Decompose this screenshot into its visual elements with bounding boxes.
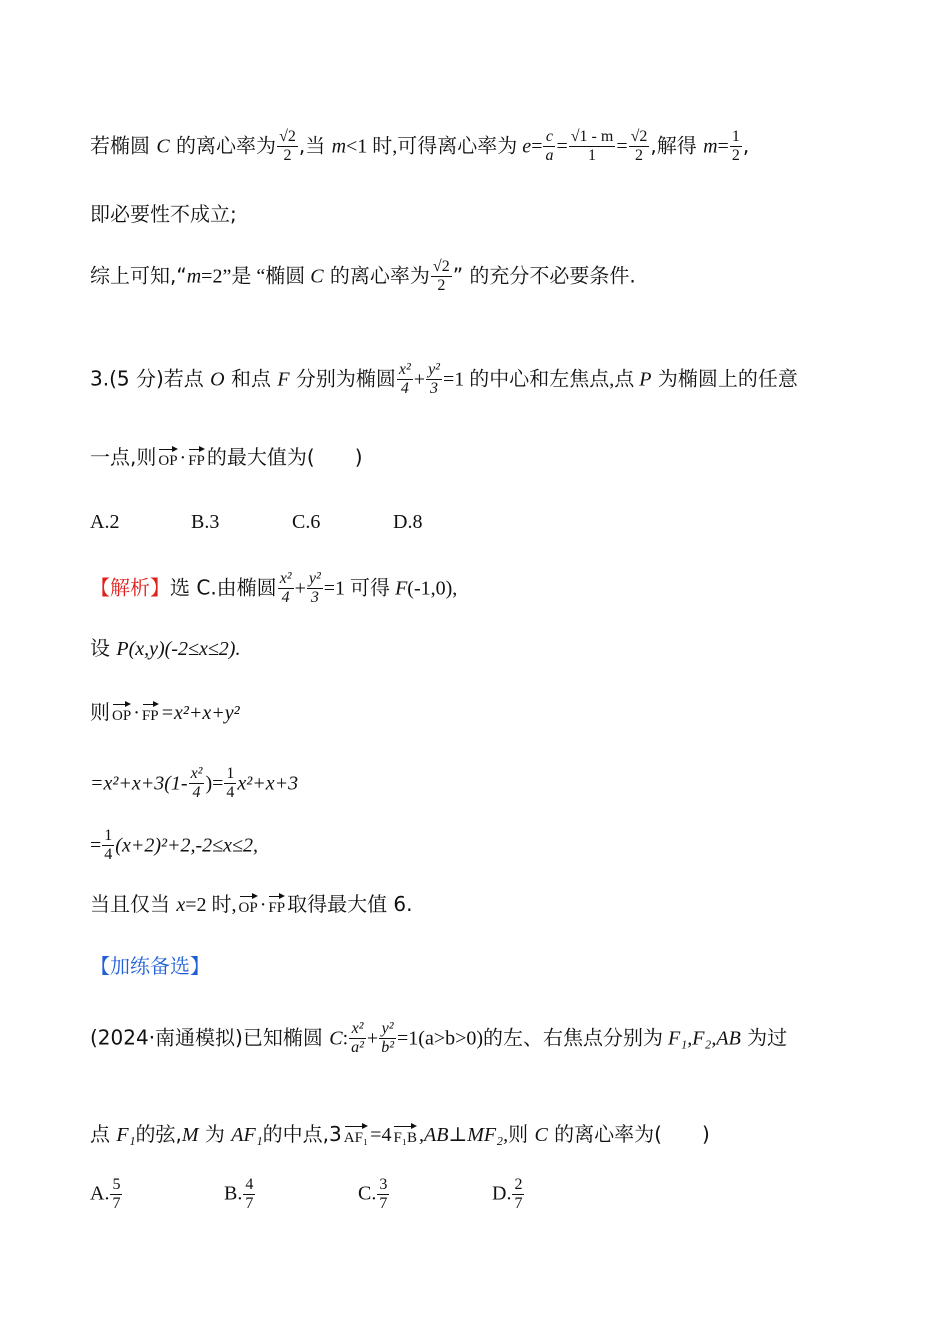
extra-practice-tag: 【加练备选】 (90, 954, 210, 978)
question-3-options (90, 511, 422, 532)
option-b: B.3 (191, 511, 220, 533)
solution-line-1: 【解析】选 C.由椭圆 $\frac{\text{x²}}{4}$ + $\frac{\text{y²}}{3}$ =1 可得 F(-1,0), (90, 570, 458, 607)
fraction-c-over-a: $\frac{c}{a}$ (545, 128, 554, 165)
vector-op-b: OP (112, 701, 131, 724)
fraction-sqrt2-over-2-b: $\frac{√2}{2}$ (630, 128, 648, 165)
option-c: C.6 (292, 511, 321, 533)
vector-op: OP (158, 446, 177, 469)
extra-option-b: B. $\frac{4}{7}$ (224, 1176, 254, 1213)
vector-op-c: OP (239, 893, 258, 916)
para-conclusion: 综上可知,“m=2”是 “椭圆 C 的离心率为 $\frac{√2}{2}$ ” 的充分不必要条件. (90, 258, 636, 295)
fraction-x2-over-4: $\frac{\text{x²}}{4}$ (398, 361, 411, 398)
fraction-y2-over-b2: $\frac{\text{y²}}{\text{b²}}$ (381, 1020, 394, 1057)
para-eccentricity-case: 若椭圆 C 的离心率为 $\frac{√2}{2}$ ,当 m<1 时,可得离心率为 e= $\frac{c}{a}$ = $\frac{√1 - m}{1}$ = $\frac{√2}{2}$ ,解得 m= $\frac{1}{2}$ , (90, 128, 750, 165)
extra-line-1: (2024·南通模拟)已知椭圆 C: $\frac{\text{x²}}{\text{a²}}$ + $\frac{\text{y²}}{\text{b²}}$ =1(a>b>0)的左、右焦点分别为 F₁,F₂,AB 为过 (90, 1020, 788, 1057)
fraction-x2-over-a2: $\frac{\text{x²}}{\text{a²}}$ (351, 1020, 364, 1057)
fraction-sqrt-1-m: $\frac{√1 - m}{1}$ (570, 128, 614, 165)
extra-options (90, 1176, 525, 1214)
fraction-x2-over-4-b: $\frac{\text{x²}}{4}$ (279, 570, 292, 607)
extra-option-c: C. $\frac{3}{7}$ (358, 1176, 388, 1213)
solution-line-4: =x²+x+3(1- $\frac{\text{x²}}{4}$ )= $\frac{1}{4}$ x²+x+3 (90, 765, 299, 802)
extra-option-a: A. $\frac{5}{7}$ (90, 1176, 121, 1213)
solution-tag: 【解析】 (90, 575, 170, 600)
extra-line-2: 点 F₁的弦,M 为 AF₁的中点,3 AF₁ =4 F₁B ,AB⊥MF₂,则 C 的离心率为( ) (90, 1122, 710, 1146)
fraction-y2-over-3-b: $\frac{\text{y²}}{3}$ (308, 570, 321, 607)
para-necessity: 即必要性不成立; (90, 202, 237, 226)
fraction-one-half: $\frac{1}{2}$ (731, 128, 740, 165)
option-d: D.8 (393, 511, 423, 533)
fraction-y2-over-3: $\frac{\text{y²}}{3}$ (428, 361, 440, 398)
vector-fp-b: FP (142, 701, 159, 724)
fraction-one-quarter-b: $\frac{1}{4}$ (104, 827, 113, 864)
vector-af1: AF₁ (344, 1123, 368, 1146)
fraction-sqrt2-over-2-c: $\frac{√2}{2}$ (432, 258, 450, 295)
solution-line-3: 则 OP · FP =x²+x+y² (90, 700, 240, 724)
vector-fp: FP (188, 446, 205, 469)
vector-fp-c: FP (268, 893, 285, 916)
fraction-x2-over-4-c: $\frac{\text{x²}}{4}$ (190, 765, 203, 802)
solution-line-2: 设 P(x,y)(-2≤x≤2). (90, 636, 241, 660)
fraction-sqrt2-over-2: $\frac{√2}{2}$ (279, 128, 296, 165)
option-a: A.2 (90, 511, 120, 533)
question-3-line-2: 一点,则 OP · FP 的最大值为( ) (90, 445, 363, 469)
question-3-line-1: 3.(5 分)若点 O 和点 F 分别为椭圆 $\frac{\text{x²}}{4}$ + $\frac{\text{y²}}{3}$ =1 的中心和左焦点,点 P 为椭圆上的任意 (90, 361, 798, 398)
extra-option-d: D. $\frac{2}{7}$ (492, 1176, 523, 1213)
solution-line-5: = $\frac{1}{4}$ (x+2)²+2,-2≤x≤2, (90, 827, 258, 864)
solution-line-6: 当且仅当 x=2 时, OP · FP 取得最大值 6. (90, 892, 413, 916)
vector-f1b: F₁B (393, 1123, 417, 1146)
fraction-one-quarter: $\frac{1}{4}$ (226, 765, 235, 802)
extra-practice-heading (90, 956, 210, 976)
